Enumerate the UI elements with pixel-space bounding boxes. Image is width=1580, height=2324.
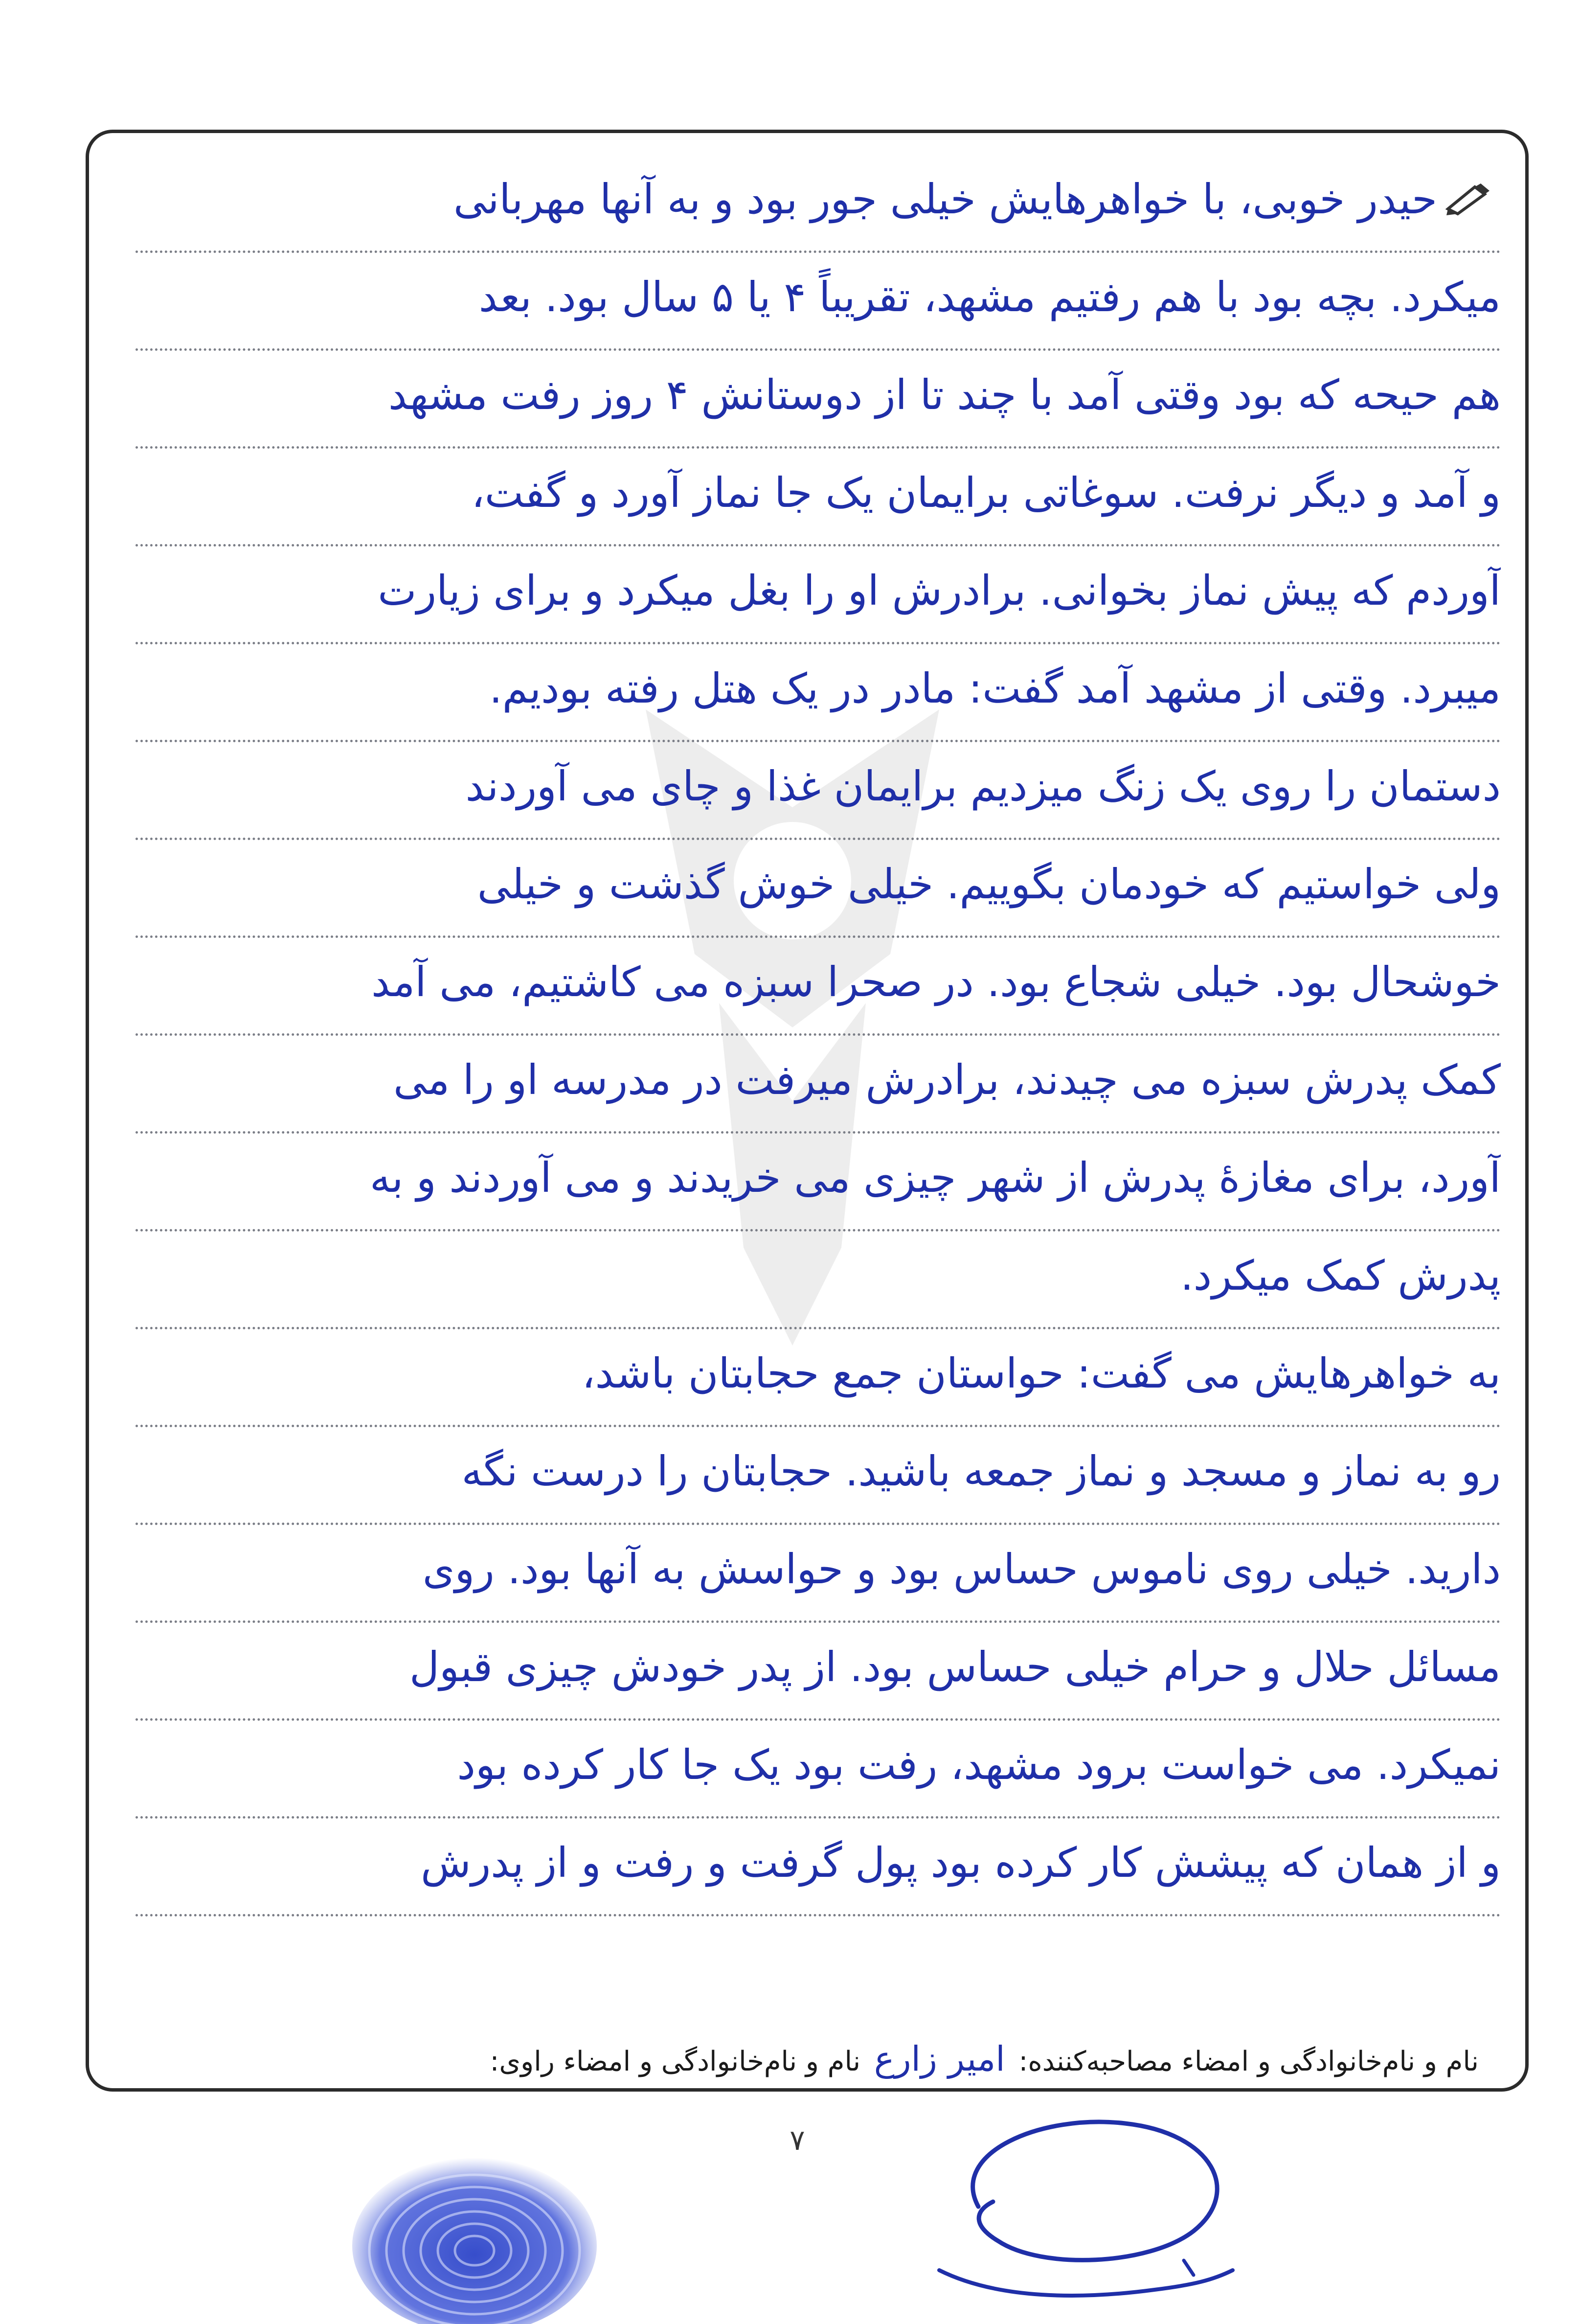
pen-icon xyxy=(1445,182,1492,216)
text-line: ولی خواستیم که خودمان بگوییم. خیلی خوش گذشت و خیلی xyxy=(135,847,1501,938)
text-line: و از همان که پیشش کار کرده بود پول گرفت و رفت و از پدرش xyxy=(135,1826,1501,1916)
text-line: خوشحال بود. خیلی شجاع بود. در صحرا سبزه می کاشتیم، می آمد xyxy=(135,945,1501,1036)
text-line: به خواهرهایش می گفت: حواستان جمع حجابتان باشد، xyxy=(135,1337,1501,1427)
page-frame xyxy=(86,130,1529,2092)
text-line: دستمان را روی یک زنگ میزدیم برایمان غذا و چای می آوردند xyxy=(135,750,1501,840)
narrator-label: نام و نام‌خانوادگی و امضاء راوی: xyxy=(490,2046,861,2077)
interviewer-name: امیر زارع xyxy=(874,2039,1005,2079)
text-line: دارید. خیلی روی ناموس حساس بود و حواسش به آنها بود. روی xyxy=(135,1532,1501,1623)
text-line: رو به نماز و مسجد و نماز جمعه باشید. حجابتان را درست نگه xyxy=(135,1435,1501,1525)
interviewer-label: نام و نام‌خانوادگی و امضاء مصاحبه‌کننده: xyxy=(1018,2046,1479,2077)
page-number: ۷ xyxy=(790,2123,805,2157)
signature-image xyxy=(920,2094,1262,2304)
signature-footer xyxy=(135,2039,1479,2079)
text-line xyxy=(135,162,1501,253)
text-line: میکرد. بچه بود با هم رفتیم مشهد، تقریباً ۴ یا ۵ سال بود. بعد xyxy=(135,260,1501,351)
text-line: آورد، برای مغازهٔ پدرش از شهر چیزی می خریدند و می آوردند و به xyxy=(135,1141,1501,1231)
text-line: کمک پدرش سبزه می چیدند، برادرش میرفت در مدرسه او را می xyxy=(135,1043,1501,1134)
text-line: میبرد. وقتی از مشهد آمد گفت: مادر در یک هتل رفته بودیم. xyxy=(135,652,1501,742)
text-line: مسائل حلال و حرام خیلی حساس بود. از پدر خودش چیزی قبول xyxy=(135,1630,1501,1721)
text-line: هم حیحه که بود وقتی آمد با چند تا از دوستانش ۴ روز رفت مشهد xyxy=(135,358,1501,449)
text-line: پدرش کمک میکرد. xyxy=(135,1239,1501,1329)
text-line: و آمد و دیگر نرفت. سوغاتی برایمان یک جا نماز آورد و گفت، xyxy=(135,456,1501,547)
line-text: حیدر خوبی، با خواهرهایش خیلی جور بود و به آنها مهربانی xyxy=(453,175,1437,223)
handwritten-lines xyxy=(89,133,1525,2088)
text-line: نمیکرد. می خواست برود مشهد، رفت بود یک جا کار کرده بود xyxy=(135,1728,1501,1819)
fingerprint-image xyxy=(338,2148,611,2324)
text-line: آوردم که پیش نماز بخوانی. برادرش او را بغل میکرد و برای زیارت xyxy=(135,554,1501,644)
